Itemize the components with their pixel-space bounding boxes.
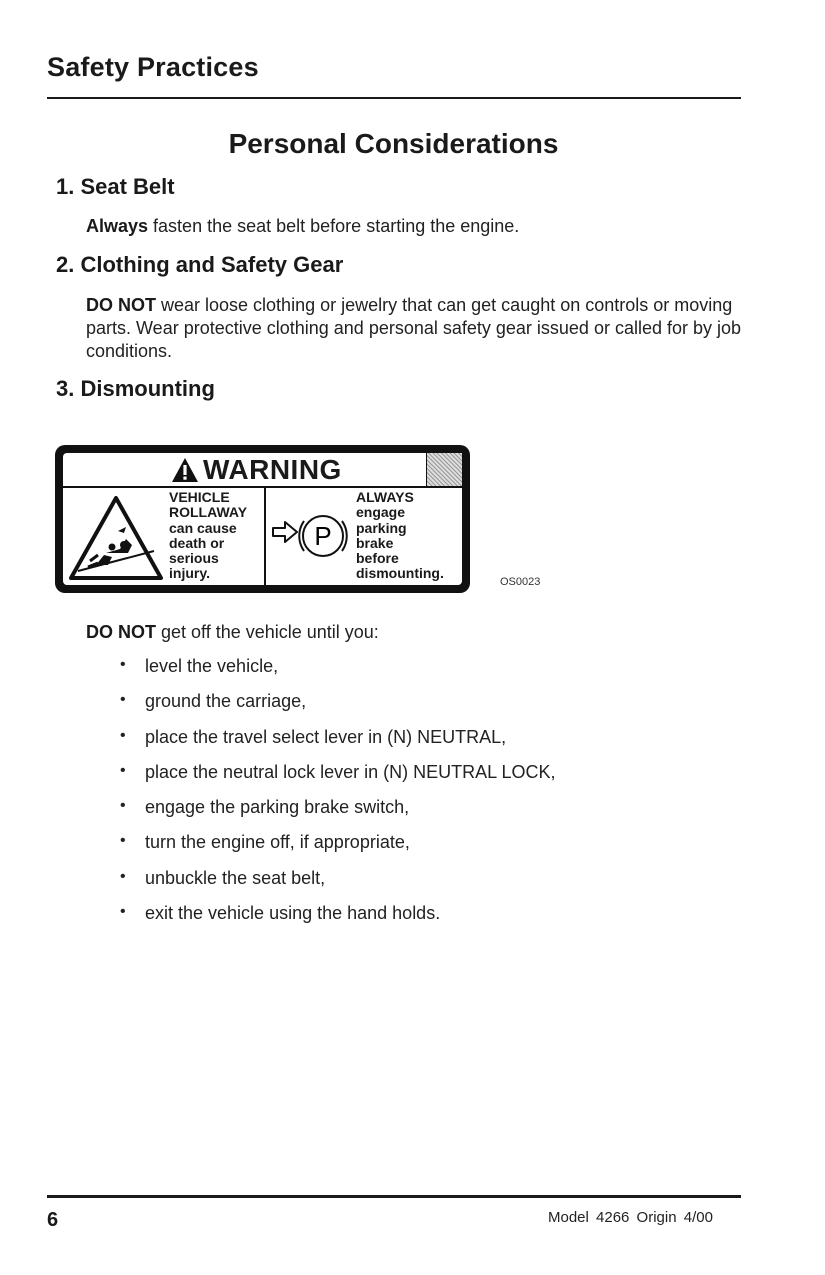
decal-hazard-line: serious [169,550,219,567]
list-item: • ground the carriage, [120,691,555,726]
warning-title-row [63,453,462,488]
page-number: 6 [47,1209,59,1231]
page-title: Personal Considerations [228,128,559,159]
item-heading-clothing: 2. Clothing and Safety Gear [56,252,344,277]
decal-action-line: dismounting. [356,565,444,582]
header-divider [47,97,741,99]
decal-action-line: before [356,550,399,567]
emphasis: DO NOT [86,622,156,642]
decal-code: OS0023 [500,576,541,588]
item-heading-dismounting: 3. Dismounting [56,376,215,401]
item-text: wear loose clothing or jewelry that can get caught on controls or moving parts. Wear protective clothing and personal safety gear issued or called for by job conditions. [86,295,742,361]
decal-hazard-text [169,490,247,582]
list-item: • engage the parking brake switch, [120,797,555,832]
decal-action-line: engage [356,504,406,521]
decal-hazard-line: injury. [169,565,210,582]
dismount-steps-list [120,656,555,938]
emphasis: Always [86,216,149,236]
decal-divider [264,488,266,585]
arrow-right-icon [272,521,298,543]
item-text-clothing [86,294,746,363]
decal-action-line: brake [356,534,394,551]
footer-divider [47,1195,741,1198]
section-header: Safety Practices [47,52,259,82]
warning-decal-panel [63,453,462,585]
parking-brake-icon [298,511,348,561]
decal-hazard-line: death or [169,534,225,551]
emphasis: DO NOT [86,295,156,315]
intro-text: get off the vehicle until you: [156,622,379,642]
parking-symbol: P [314,521,332,551]
rollaway-hazard-icon [68,495,164,581]
decal-hatch [426,453,462,486]
decal-action-line: parking [356,519,407,536]
list-item: • unbuckle the seat belt, [120,868,555,903]
decal-action-text [356,490,444,582]
list-item: • place the neutral lock lever in (N) NEUTRAL LOCK, [120,762,555,797]
decal-hazard-line: can cause [169,519,237,536]
decal-hazard-line: VEHICLE [169,489,230,505]
list-item: • level the vehicle, [120,656,555,691]
decal-action-line: ALWAYS [356,489,414,505]
list-item: • place the travel select lever in (N) NEUTRAL, [120,727,555,762]
dismount-intro [86,622,379,643]
list-item: • exit the vehicle using the hand holds. [120,903,555,938]
decal-hazard-line: ROLLAWAY [169,504,248,521]
item-heading-seat-belt: 1. Seat Belt [56,174,175,199]
item-text-seat-belt [86,215,746,238]
warning-title: WARNING [203,454,342,485]
warning-decal [55,445,470,593]
alert-triangle-icon [171,457,199,483]
footer-model-info: Model 4266 Origin 4/00 [548,1209,713,1226]
item-text: fasten the seat belt before starting the engine. [148,216,520,236]
list-item: • turn the engine off, if appropriate, [120,832,555,867]
